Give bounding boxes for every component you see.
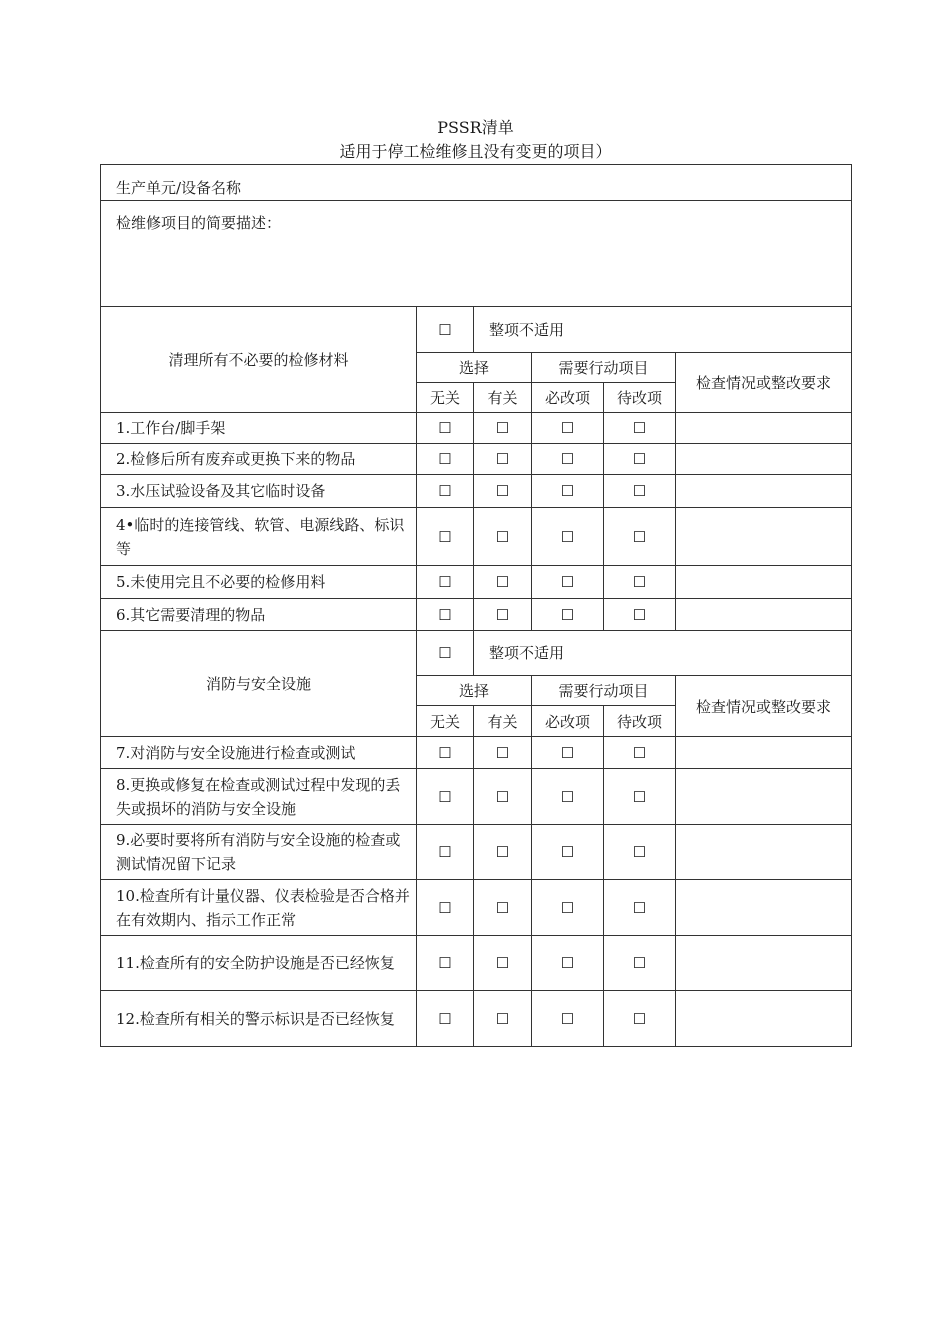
pending-fix-checkbox[interactable]: ☐	[604, 936, 676, 991]
must-fix-checkbox[interactable]: ☐	[532, 769, 604, 825]
must-fix-checkbox[interactable]: ☐	[532, 991, 604, 1047]
remarks-cell[interactable]	[676, 769, 852, 825]
must-fix-checkbox[interactable]: ☐	[532, 475, 604, 508]
not-applicable-checkbox[interactable]: ☐	[417, 307, 474, 353]
item-label: 11.检查所有的安全防护设施是否已经恢复	[101, 936, 417, 991]
remarks-cell[interactable]	[676, 413, 852, 444]
pending-fix-checkbox[interactable]: ☐	[604, 444, 676, 475]
table-row	[101, 769, 852, 825]
remarks-cell[interactable]	[676, 880, 852, 936]
page-title: PSSR清单	[437, 118, 514, 137]
table-row	[101, 413, 852, 444]
pending-fix-checkbox[interactable]: ☐	[604, 825, 676, 880]
remarks-cell[interactable]	[676, 475, 852, 508]
remarks-cell[interactable]	[676, 599, 852, 631]
col-pending-fix: 待改项	[604, 706, 676, 737]
pending-fix-checkbox[interactable]: ☐	[604, 508, 676, 566]
relevant-checkbox[interactable]: ☐	[474, 566, 532, 599]
item-label: 8.更换或修复在检查或测试过程中发现的丢失或损坏的消防与安全设施	[101, 769, 417, 825]
not-applicable-checkbox[interactable]: ☐	[417, 631, 474, 676]
irrelevant-checkbox[interactable]: ☐	[417, 825, 474, 880]
irrelevant-checkbox[interactable]: ☐	[417, 444, 474, 475]
col-must-fix: 必改项	[532, 383, 604, 413]
must-fix-checkbox[interactable]: ☐	[532, 825, 604, 880]
relevant-checkbox[interactable]: ☐	[474, 508, 532, 566]
col-pending-fix: 待改项	[604, 383, 676, 413]
select-header: 选择	[417, 353, 532, 383]
irrelevant-checkbox[interactable]: ☐	[417, 508, 474, 566]
relevant-checkbox[interactable]: ☐	[474, 413, 532, 444]
pending-fix-checkbox[interactable]: ☐	[604, 475, 676, 508]
col-relevant: 有关	[474, 706, 532, 737]
relevant-checkbox[interactable]: ☐	[474, 599, 532, 631]
relevant-checkbox[interactable]: ☐	[474, 936, 532, 991]
item-label: 12.检查所有相关的警示标识是否已经恢复	[101, 991, 417, 1047]
relevant-checkbox[interactable]: ☐	[474, 444, 532, 475]
table-row	[101, 991, 852, 1047]
relevant-checkbox[interactable]: ☐	[474, 825, 532, 880]
table-row	[101, 475, 852, 508]
must-fix-checkbox[interactable]: ☐	[532, 599, 604, 631]
must-fix-checkbox[interactable]: ☐	[532, 936, 604, 991]
table-row	[101, 566, 852, 599]
must-fix-checkbox[interactable]: ☐	[532, 413, 604, 444]
item-label: 10.检查所有计量仪器、仪表检验是否合格并在有效期内、指示工作正常	[101, 880, 417, 936]
col-must-fix: 必改项	[532, 706, 604, 737]
must-fix-checkbox[interactable]: ☐	[532, 444, 604, 475]
relevant-checkbox[interactable]: ☐	[474, 769, 532, 825]
relevant-checkbox[interactable]: ☐	[474, 737, 532, 769]
pssr-table	[100, 164, 852, 1047]
pending-fix-checkbox[interactable]: ☐	[604, 737, 676, 769]
irrelevant-checkbox[interactable]: ☐	[417, 566, 474, 599]
table-row	[101, 936, 852, 991]
item-label: 6.其它需要清理的物品	[101, 599, 417, 631]
item-label: 7.对消防与安全设施进行检查或测试	[101, 737, 417, 769]
remarks-cell[interactable]	[676, 508, 852, 566]
item-label: 4•临时的连接管线、软管、电源线路、标识等	[101, 508, 417, 566]
pending-fix-checkbox[interactable]: ☐	[604, 769, 676, 825]
action-header: 需要行动项目	[532, 676, 676, 706]
item-label: 1.工作台/脚手架	[101, 413, 417, 444]
remarks-header: 检查情况或整改要求	[676, 676, 852, 737]
must-fix-checkbox[interactable]: ☐	[532, 880, 604, 936]
table-row	[101, 737, 852, 769]
remarks-cell[interactable]	[676, 991, 852, 1047]
irrelevant-checkbox[interactable]: ☐	[417, 880, 474, 936]
table-row	[101, 508, 852, 566]
pending-fix-checkbox[interactable]: ☐	[604, 566, 676, 599]
section-title: 清理所有不必要的检修材料	[101, 307, 417, 413]
description-row	[101, 201, 852, 307]
irrelevant-checkbox[interactable]: ☐	[417, 475, 474, 508]
irrelevant-checkbox[interactable]: ☐	[417, 991, 474, 1047]
table-row	[101, 825, 852, 880]
item-label: 3.水压试验设备及其它临时设备	[101, 475, 417, 508]
remarks-header: 检查情况或整改要求	[676, 353, 852, 413]
action-header: 需要行动项目	[532, 353, 676, 383]
title-block	[100, 116, 851, 164]
irrelevant-checkbox[interactable]: ☐	[417, 413, 474, 444]
unit-name-field[interactable]: 生产单元/设备名称	[101, 165, 852, 201]
item-label: 5.未使用完且不必要的检修用料	[101, 566, 417, 599]
pending-fix-checkbox[interactable]: ☐	[604, 991, 676, 1047]
unit-row	[101, 165, 852, 201]
description-field[interactable]: 检维修项目的简要描述：	[101, 201, 852, 307]
item-label: 2.检修后所有废弃或更换下来的物品	[101, 444, 417, 475]
relevant-checkbox[interactable]: ☐	[474, 991, 532, 1047]
irrelevant-checkbox[interactable]: ☐	[417, 936, 474, 991]
col-relevant: 有关	[474, 383, 532, 413]
remarks-cell[interactable]	[676, 444, 852, 475]
table-row	[101, 880, 852, 936]
relevant-checkbox[interactable]: ☐	[474, 475, 532, 508]
remarks-cell[interactable]	[676, 825, 852, 880]
irrelevant-checkbox[interactable]: ☐	[417, 599, 474, 631]
remarks-cell[interactable]	[676, 936, 852, 991]
remarks-cell[interactable]	[676, 566, 852, 599]
must-fix-checkbox[interactable]: ☐	[532, 737, 604, 769]
table-row	[101, 444, 852, 475]
must-fix-checkbox[interactable]: ☐	[532, 566, 604, 599]
item-label: 9.必要时要将所有消防与安全设施的检查或测试情况留下记录	[101, 825, 417, 880]
section-title: 消防与安全设施	[101, 631, 417, 737]
irrelevant-checkbox[interactable]: ☐	[417, 737, 474, 769]
remarks-cell[interactable]	[676, 737, 852, 769]
pending-fix-checkbox[interactable]: ☐	[604, 413, 676, 444]
page-subtitle: 适用于停工检维修且没有变更的项目）	[339, 142, 612, 161]
not-applicable-label: 整项不适用	[474, 631, 852, 676]
col-irrelevant: 无关	[417, 383, 474, 413]
pending-fix-checkbox[interactable]: ☐	[604, 599, 676, 631]
not-applicable-label: 整项不适用	[474, 307, 852, 353]
select-header: 选择	[417, 676, 532, 706]
relevant-checkbox[interactable]: ☐	[474, 880, 532, 936]
table-row	[101, 599, 852, 631]
must-fix-checkbox[interactable]: ☐	[532, 508, 604, 566]
irrelevant-checkbox[interactable]: ☐	[417, 769, 474, 825]
pending-fix-checkbox[interactable]: ☐	[604, 880, 676, 936]
col-irrelevant: 无关	[417, 706, 474, 737]
